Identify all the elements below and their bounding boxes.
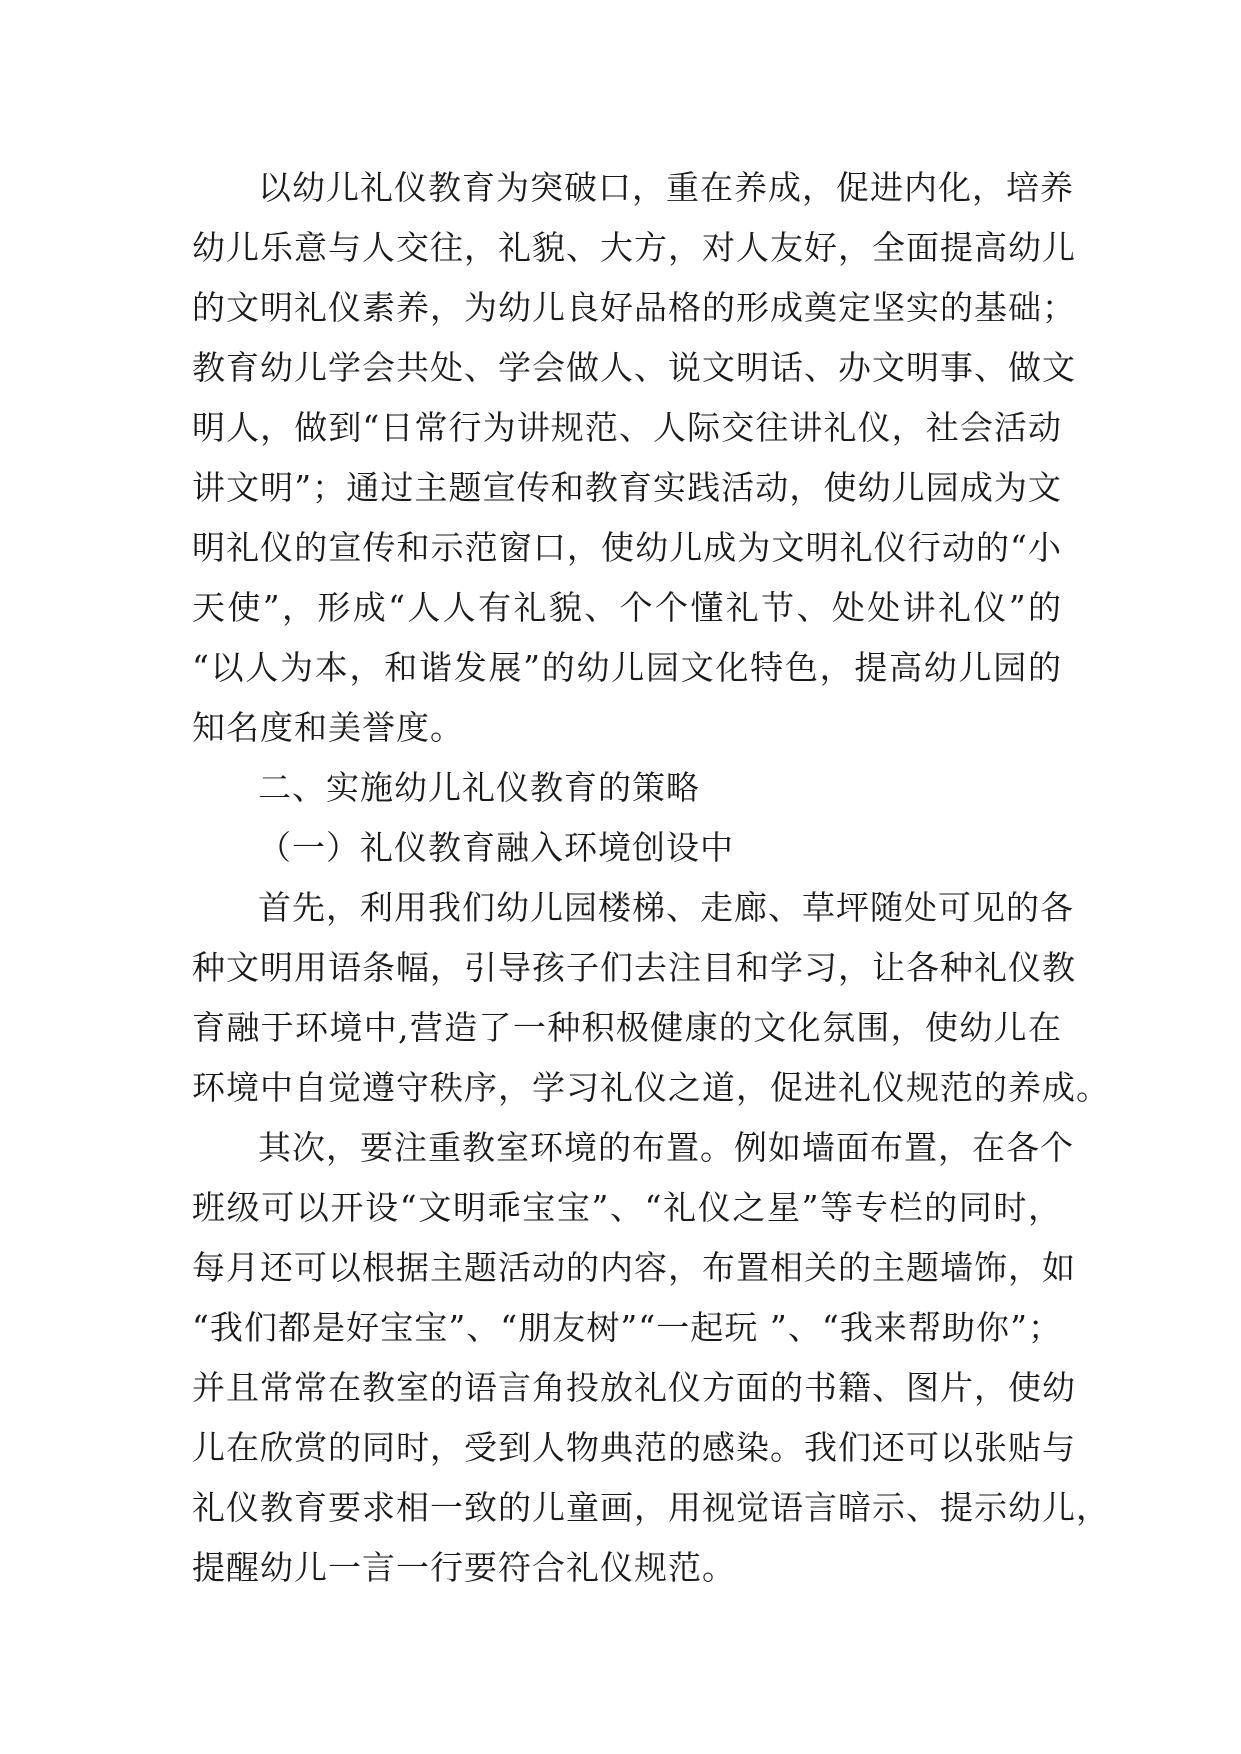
paragraph-line: 环境中自觉遵守秩序，学习礼仪之道，促进礼仪规范的养成。 (192, 1068, 1110, 1107)
subsection-heading: （一）礼仪教育融入环境创设中 (258, 828, 734, 867)
document-body (192, 158, 1110, 1598)
paragraph-line: 种文明用语条幅，引导孩子们去注目和学习，让各种礼仪教 (192, 948, 1076, 987)
paragraph-line: 其次，要注重教室环境的布置。例如墙面布置，在各个 (258, 1128, 1074, 1167)
paragraph-line: 每月还可以根据主题活动的内容，布置相关的主题墙饰，如 (192, 1248, 1076, 1287)
paragraph-line: “我们都是好宝宝”、“朋友树”“一起玩 ”、“我来帮助你”； (192, 1308, 1062, 1347)
paragraph-line: 提醒幼儿一言一行要符合礼仪规范。 (192, 1548, 736, 1587)
paragraph-line: 知名度和美誉度。 (192, 708, 464, 747)
paragraph-line: 首先，利用我们幼儿园楼梯、走廊、草坪随处可见的各 (258, 888, 1074, 927)
paragraph-line: 天使”，形成“人人有礼貌、个个懂礼节、处处讲礼仪”的 (192, 588, 1062, 627)
paragraph-line: “以人为本，和谐发展”的幼儿园文化特色，提高幼儿园的 (192, 648, 1062, 687)
paragraph-line: 以幼儿礼仪教育为突破口，重在养成，促进内化，培养 (258, 168, 1074, 207)
section-heading: 二、实施幼儿礼仪教育的策略 (258, 768, 700, 807)
paragraph-line: 幼儿乐意与人交往，礼貌、大方，对人友好，全面提高幼儿 (192, 228, 1076, 267)
paragraph-line: 讲文明”；通过主题宣传和教育实践活动，使幼儿园成为文 (192, 468, 1062, 507)
paragraph-line: 教育幼儿学会共处、学会做人、说文明话、办文明事、做文 (192, 348, 1076, 387)
paragraph-line: 礼仪教育要求相一致的儿童画，用视觉语言暗示、提示幼儿， (192, 1488, 1110, 1527)
paragraph-line: 的文明礼仪素养，为幼儿良好品格的形成奠定坚实的基础； (192, 288, 1076, 327)
paragraph-line: 育融于环境中,营造了一种积极健康的文化氛围，使幼儿在 (192, 1008, 1062, 1047)
paragraph-line: 明礼仪的宣传和示范窗口，使幼儿成为文明礼仪行动的“小 (192, 528, 1062, 567)
paragraph-line: 儿在欣赏的同时，受到人物典范的感染。我们还可以张贴与 (192, 1428, 1076, 1467)
paragraph-line: 明人，做到“日常行为讲规范、人际交往讲礼仪，社会活动 (192, 408, 1062, 447)
paragraph-line: 班级可以开设“文明乖宝宝”、“礼仪之星”等专栏的同时， (192, 1188, 1062, 1227)
paragraph-line: 并且常常在教室的语言角投放礼仪方面的书籍、图片，使幼 (192, 1368, 1076, 1407)
